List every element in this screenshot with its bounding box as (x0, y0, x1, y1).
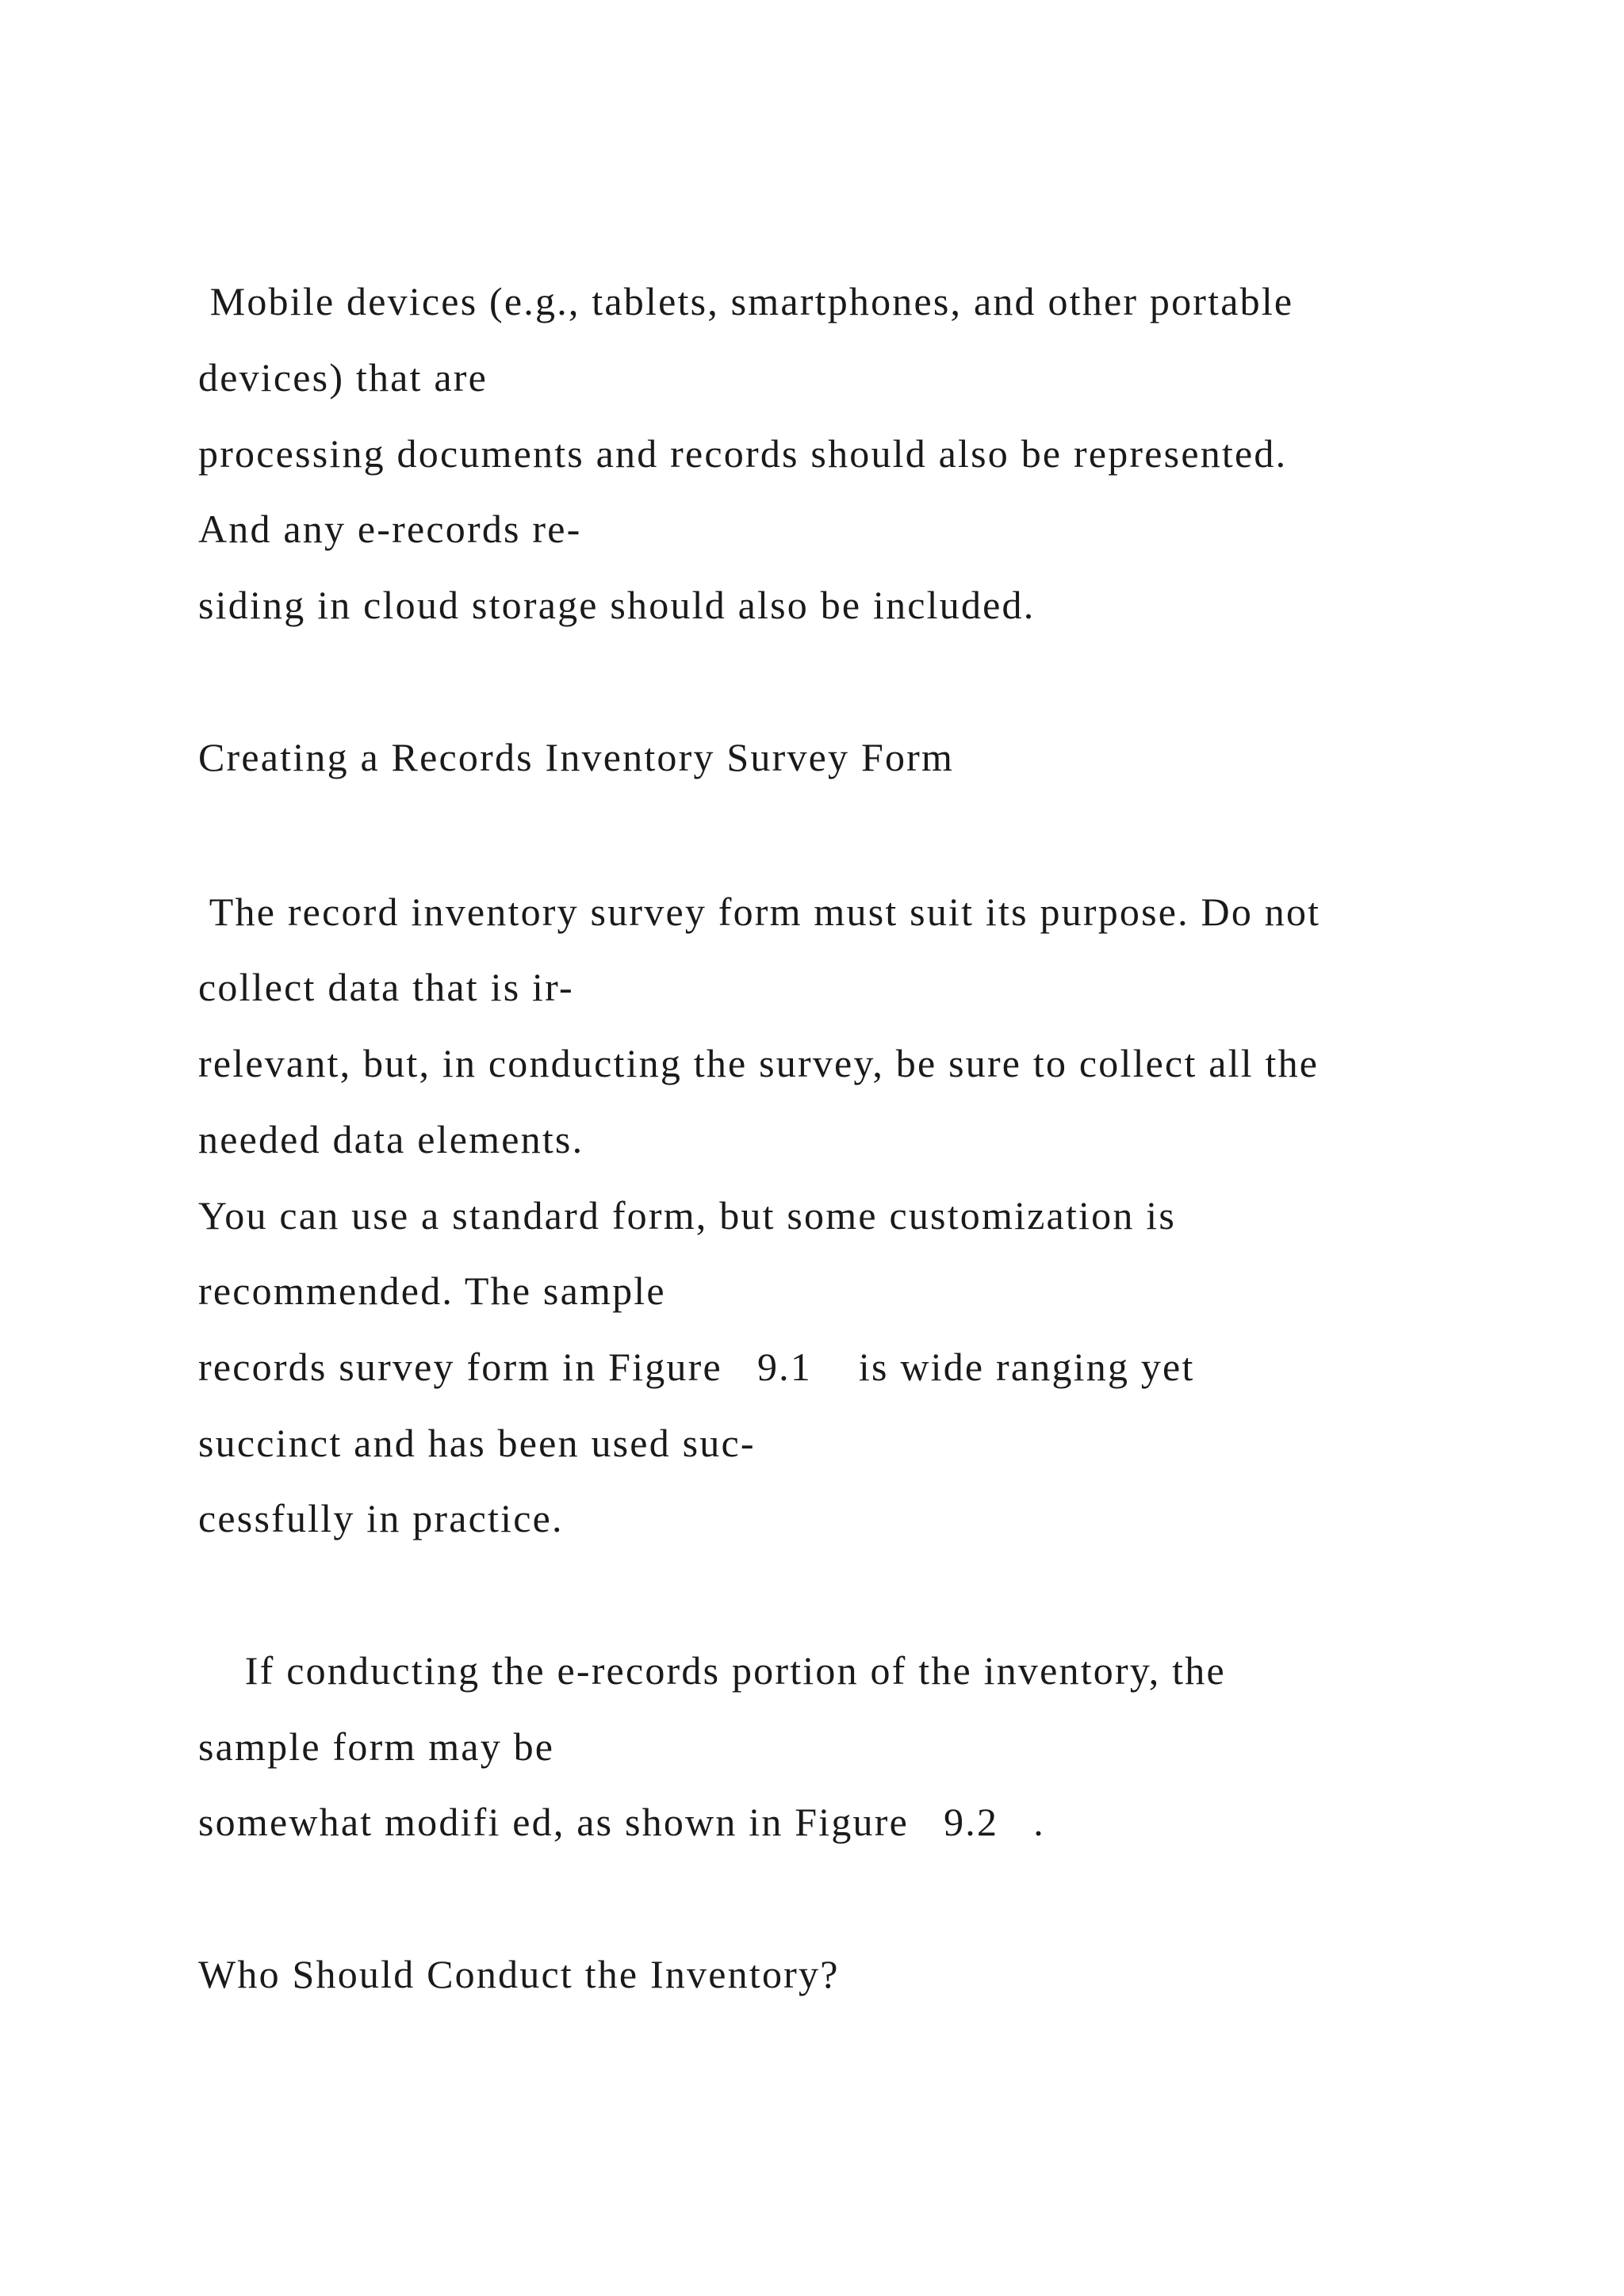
text-line: Mobile devices (e.g., tablets, smartphones, and other portable (198, 279, 1294, 323)
text-line: cessfully in practice. (198, 1496, 564, 1540)
text-line: succinct and has been used suc- (198, 1421, 756, 1465)
text-line: The record inventory survey form must suit its purpose. Do not (198, 890, 1321, 934)
text-line: collect data that is ir- (198, 965, 574, 1009)
text-line: devices) that are (198, 355, 488, 400)
text-line: needed data elements. (198, 1117, 584, 1161)
text-line: And any e-records re- (198, 507, 582, 551)
text-line: somewhat modifi ed, as shown in Figure 9.2 . (198, 1800, 1046, 1844)
text-line: You can use a standard form, but some customization is (198, 1193, 1176, 1238)
text-line: siding in cloud storage should also be included. (198, 583, 1036, 627)
text-line: If conducting the e-records portion of the inventory, the (198, 1648, 1226, 1693)
text-line: recommended. The sample (198, 1269, 666, 1313)
text-line: sample form may be (198, 1724, 555, 1769)
text-line: relevant, but, in conducting the survey, be sure to collect all the (198, 1041, 1320, 1085)
section-heading: Creating a Records Inventory Survey Form (198, 735, 955, 779)
section-heading: Who Should Conduct the Inventory? (198, 1952, 840, 1996)
text-line: processing documents and records should also be represented. (198, 431, 1288, 476)
text-line: records survey form in Figure 9.1 is wide ranging yet (198, 1345, 1195, 1389)
